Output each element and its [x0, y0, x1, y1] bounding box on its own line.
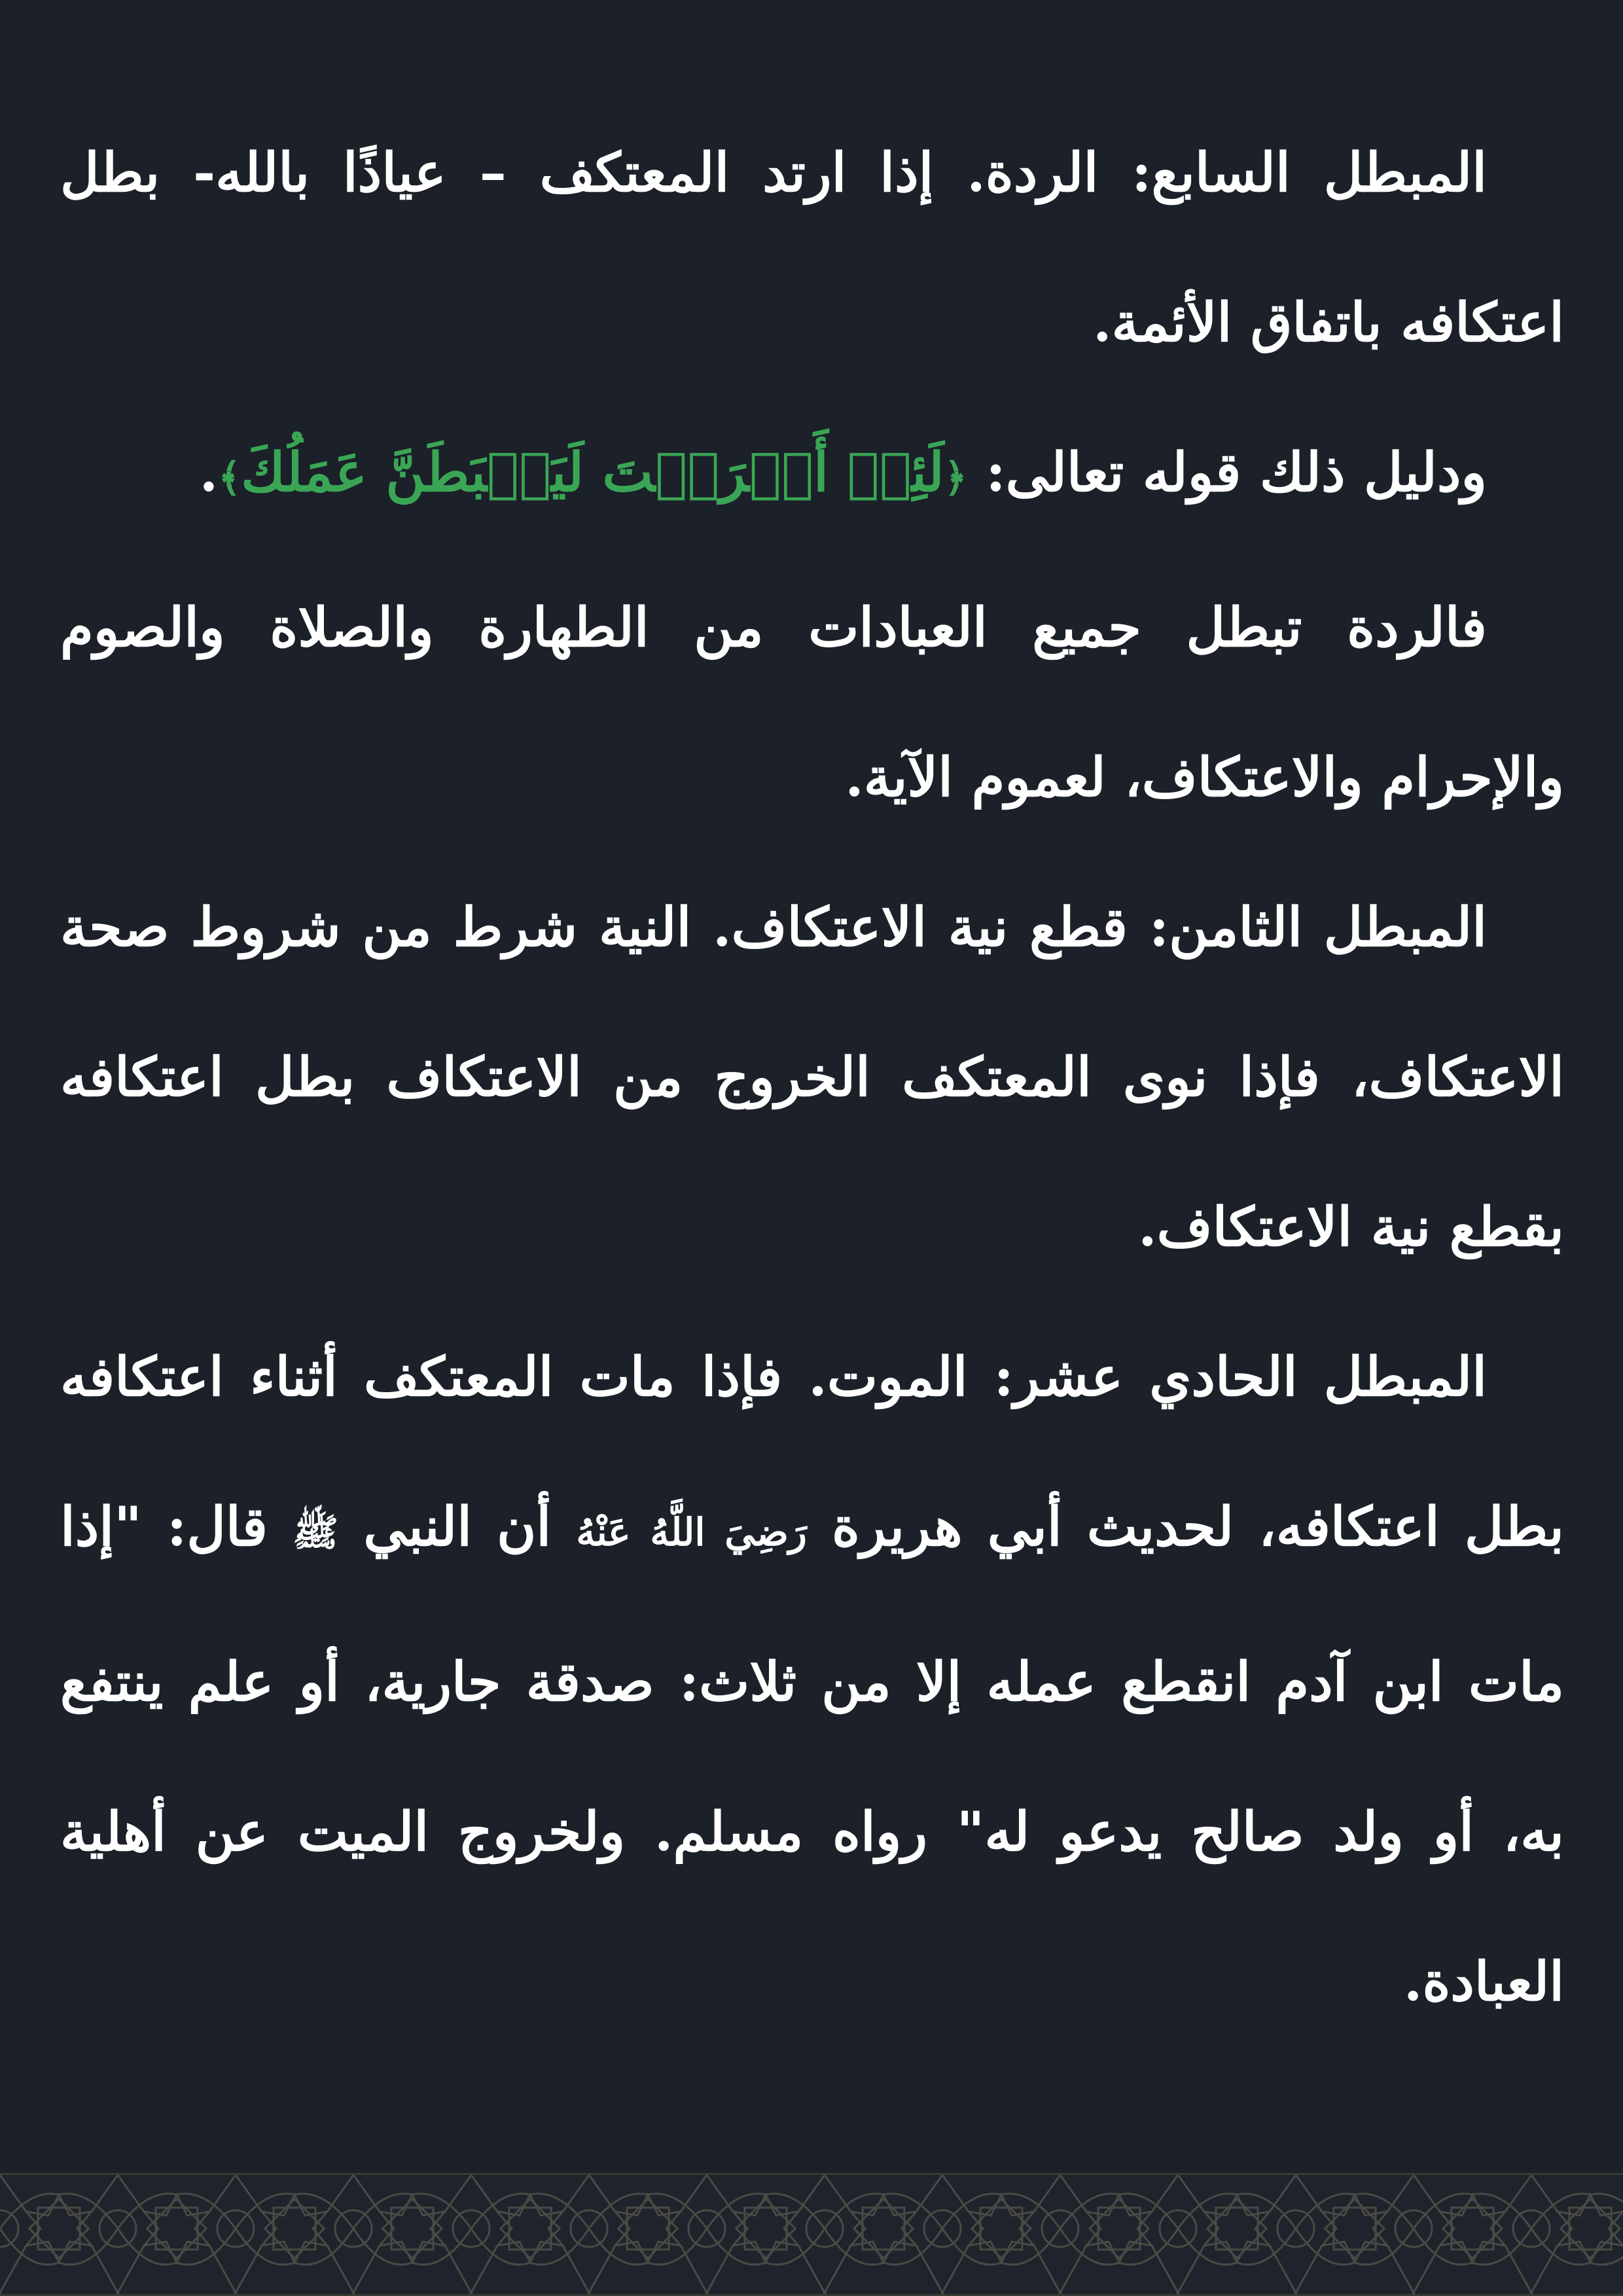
footer-islamic-pattern [0, 2173, 1623, 2296]
quran-verse: لَئِنۡ أَشۡرَكۡتَ لَيَحۡبَطَنَّ عَمَلُكَ [241, 441, 944, 504]
paragraph-eighth-invalidator: المبطل الثامن: قطع نية الاعتكاف. النية شرط من شروط صحة الاعتكاف، فإذا نوى المعتكف الخروج من الاعتكاف بطل اعتكافه بقطع نية الاعتكاف. [60, 896, 1564, 1259]
ayah-open-bracket: ﴿ [944, 455, 967, 501]
evidence-end-period: . [199, 441, 219, 504]
evidence-lead-text: ودليل ذلك قوله تعالى: [967, 441, 1487, 504]
paragraph-apostasy-effect: فالردة تبطل جميع العبادات من الطهارة والصلاة والصوم والإحرام والاعتكاف، لعموم الآية. [60, 596, 1564, 809]
paragraph-eleventh-invalidator [60, 1302, 1564, 2057]
geometric-pattern-decoration [0, 2175, 1623, 2294]
death-text-part2: أن النبي [338, 1496, 577, 1558]
death-text-part3: قال: "إذا مات ابن آدم انقطع عمله إلا من ثلاث: صدقة جارية، أو علم ينتفع به، أو ولد صالح يدعو له" رواه مسلم. ولخروج الميت عن أهلية العبادة. [60, 1496, 1564, 2013]
death-text-part1: المبطل الحادي عشر: الموت. فإذا مات المعتكف أثناء اعتكافه بطل اعتكافه، لحديث أبي هريرة [60, 1346, 1565, 1558]
paragraph-seventh-invalidator: المبطل السابع: الردة. إذا ارتد المعتكف – عياذًا بالله- بطل اعتكافه باتفاق الأئمة. [60, 141, 1564, 354]
paragraph-evidence [60, 398, 1564, 553]
radiya-allahu-anhu-honorific: رَضِيَ اللَّهُ عَنْهُ [576, 1510, 807, 1554]
ayah-close-bracket: ﴾ [218, 455, 241, 501]
salla-allahu-alayhi-honorific: ﷺ [293, 1510, 339, 1554]
text-body [60, 98, 1564, 2057]
